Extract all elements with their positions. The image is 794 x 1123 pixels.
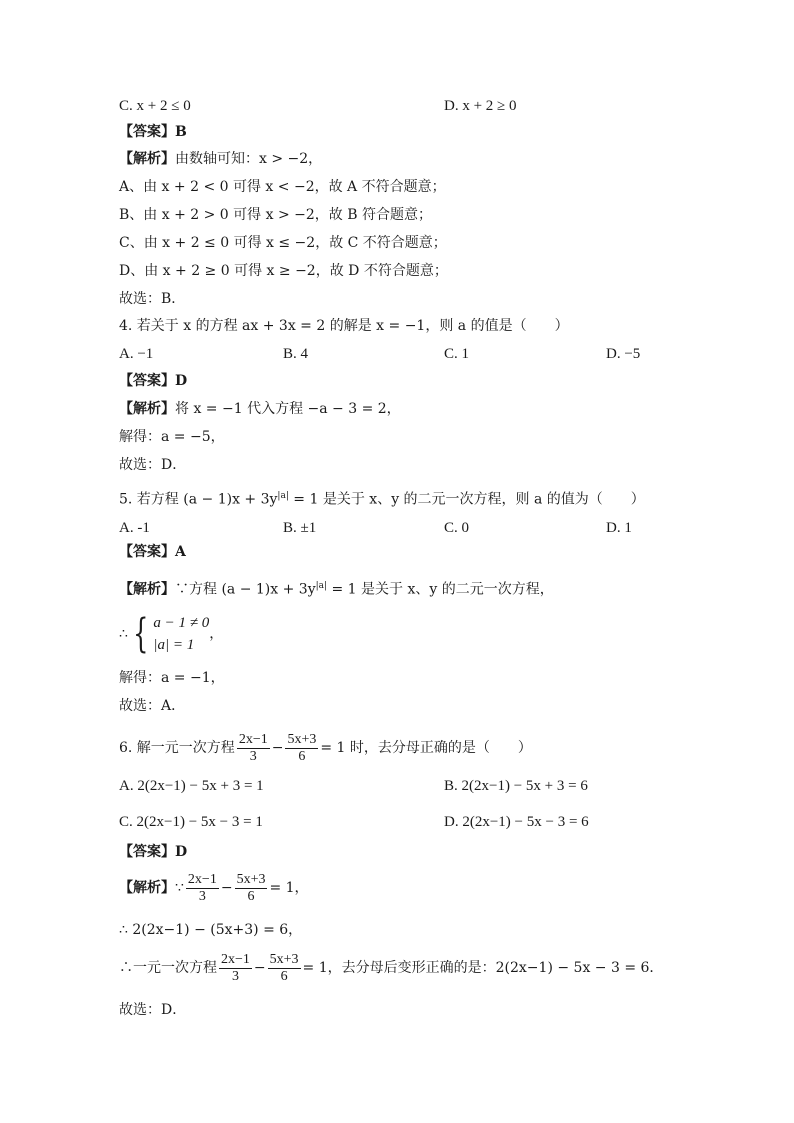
q6-analysis-minus: −: [220, 880, 233, 896]
fraction-denominator: 6: [247, 888, 255, 904]
q5-system-row-2: |a| = 1: [153, 637, 195, 653]
q3-option-d: D. x + 2 ≥ 0: [444, 98, 517, 114]
q5-answer: 【答案】A: [119, 544, 186, 560]
q3-analysis: [119, 149, 322, 169]
q6-option-c: C. 2(2x−1) − 5x − 3 = 1: [119, 814, 263, 830]
q6-analysis-fraction-2: [235, 872, 268, 905]
q6-stem-fraction-2: [285, 732, 318, 765]
fraction-numerator: 5x+3: [269, 951, 299, 967]
q6-step-3-pre: ∴一元一次方程: [119, 960, 217, 976]
q5-analysis-label: 【解析】: [119, 581, 175, 598]
fraction-denominator: 3: [231, 968, 239, 984]
q3-line-d: D、由 x + 2 ≥ 0 可得 x ≥ −2，故 D 不符合题意；: [119, 263, 448, 279]
q3-line-a: A、由 x + 2 < 0 可得 x < −2，故 A 不符合题意；: [119, 179, 446, 195]
q6-answer: 【答案】D: [119, 844, 188, 860]
q4-stem: 4. 若关于 x 的方程 ax + 3x = 2 的解是 x = −1，则 a 的值是（ ）: [119, 318, 569, 334]
left-brace-icon: {: [133, 611, 149, 657]
q5-therefore: ∴: [119, 626, 128, 642]
q5-system-rows: [153, 612, 209, 656]
fraction-denominator: 3: [198, 888, 206, 904]
q5-option-b: B. ±1: [283, 520, 317, 536]
q6-step-3-minus: −: [253, 960, 266, 976]
q3-option-c: C. x + 2 ≤ 0: [119, 98, 191, 114]
q6-step-3-fraction-1: [219, 952, 252, 985]
q6-because: ∵: [175, 880, 184, 896]
q6-stem: [119, 730, 532, 766]
q6-analysis-fraction-1: [186, 872, 219, 905]
q4-solve: 解得：a = −5，: [119, 429, 225, 445]
q5-analysis-exponent: |a|: [315, 581, 328, 591]
q5-system-comma: ，: [209, 626, 224, 642]
q6-stem-minus: −: [271, 740, 284, 756]
q5-stem-pre: 5. 若方程 (a − 1)x + 3y: [119, 491, 278, 508]
q3-line-b: B、由 x + 2 > 0 可得 x > −2，故 B 符合题意；: [119, 207, 432, 223]
q6-conclusion: 故选：D．: [119, 1002, 187, 1018]
q5-option-d: D. 1: [606, 520, 632, 536]
q3-line-c: C、由 x + 2 ≤ 0 可得 x ≤ −2，故 C 不符合题意；: [119, 235, 447, 251]
q6-step-3-fraction-2: [268, 952, 301, 985]
fraction-numerator: 5x+3: [236, 871, 266, 887]
q5-conclusion: 故选：A．: [119, 698, 186, 714]
q6-analysis-eq-tail: = 1，: [269, 880, 309, 896]
q5-stem-post: = 1 是关于 x、y 的二元一次方程，则 a 的值为（ ）: [288, 491, 645, 508]
q4-analysis-text: 将 x = −1 代入方程 −a − 3 = 2，: [175, 401, 401, 417]
q5-analysis: [119, 576, 554, 600]
q5-option-a: A. -1: [119, 520, 150, 536]
fraction-numerator: 5x+3: [287, 731, 317, 747]
q4-analysis-label: 【解析】: [119, 401, 175, 417]
q6-stem-pre: 6. 解一元一次方程: [119, 740, 235, 756]
q3-answer: 【答案】B: [119, 124, 187, 140]
q4-option-c: C. 1: [444, 346, 470, 362]
q5-stem: [119, 486, 645, 510]
q4-option-b: B. 4: [283, 346, 309, 362]
q6-step-3: [119, 950, 663, 986]
q6-analysis: [119, 870, 309, 906]
fraction-numerator: 2x−1: [238, 731, 268, 747]
q5-solve: 解得：a = −1，: [119, 670, 225, 686]
fraction-denominator: 6: [298, 748, 306, 764]
q5-system-row-1: a − 1 ≠ 0: [153, 615, 210, 631]
q4-option-a: A. −1: [119, 346, 154, 362]
q3-conclusion: 故选：B．: [119, 291, 186, 307]
q5-option-c: C. 0: [444, 520, 470, 536]
fraction-denominator: 6: [280, 968, 288, 984]
q6-option-d: D. 2(2x−1) − 5x − 3 = 6: [444, 814, 589, 830]
q4-conclusion: 故选：D．: [119, 457, 187, 473]
q6-analysis-label: 【解析】: [119, 880, 175, 896]
fraction-denominator: 3: [249, 748, 257, 764]
q3-analysis-intro: 由数轴可知：x > −2，: [175, 151, 323, 167]
q4-analysis: [119, 399, 401, 419]
q6-stem-fraction-1: [237, 732, 270, 765]
q3-analysis-label: 【解析】: [119, 151, 175, 167]
fraction-numerator: 2x−1: [221, 951, 250, 967]
q6-stem-post: = 1 时，去分母正确的是（ ）: [320, 740, 532, 756]
q6-option-a: A. 2(2x−1) − 5x + 3 = 1: [119, 778, 264, 794]
fraction-numerator: 2x−1: [187, 871, 217, 887]
q5-system: [119, 610, 223, 658]
q4-answer: 【答案】D: [119, 373, 188, 389]
q6-step-3-post: = 1，去分母后变形正确的是：2(2x−1) − 5x − 3 = 6．: [302, 960, 664, 976]
q5-analysis-post: = 1 是关于 x、y 的二元一次方程，: [327, 581, 554, 598]
q5-analysis-pre: ∵方程 (a − 1)x + 3y: [175, 581, 316, 598]
q4-option-d: D. −5: [606, 346, 641, 362]
q6-option-b: B. 2(2x−1) − 5x + 3 = 6: [444, 778, 588, 794]
q5-stem-exponent: |a|: [277, 491, 289, 501]
q6-step-2: ∴ 2(2x−1) − (5x+3) = 6，: [119, 922, 303, 938]
